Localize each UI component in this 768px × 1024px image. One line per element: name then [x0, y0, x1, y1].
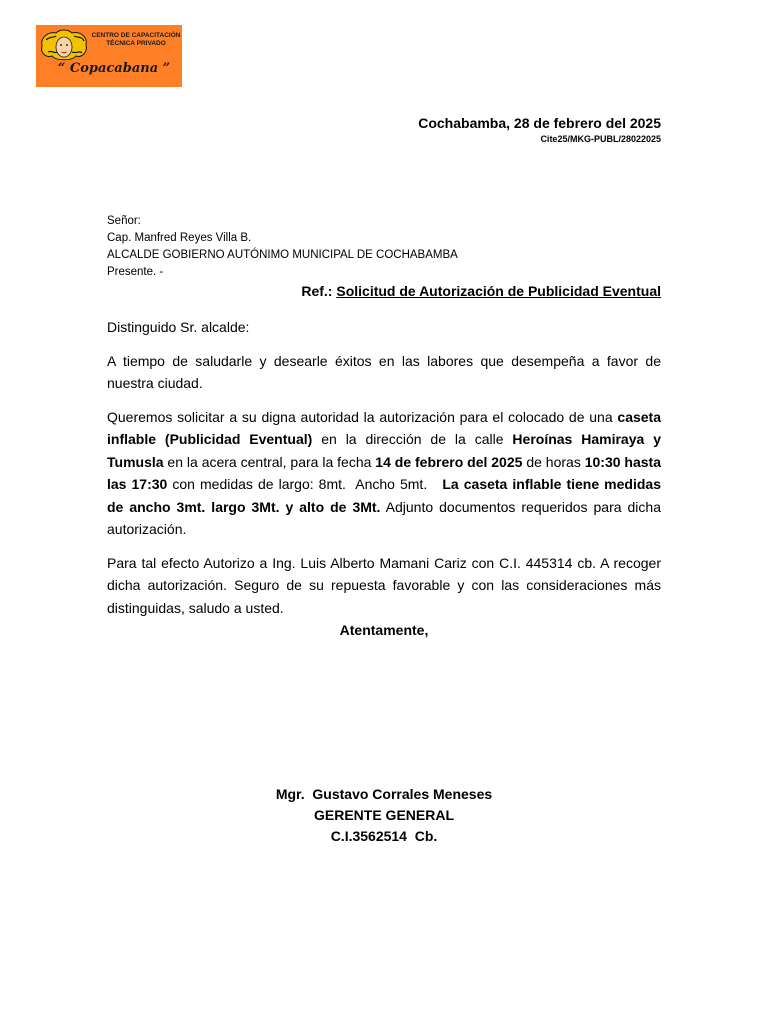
logo-line-1: CENTRO DE CAPACITACIÓN: [91, 32, 181, 39]
letter-body: [107, 316, 661, 630]
paragraph-2: [107, 406, 661, 541]
p2-text-4: de horas: [522, 453, 585, 470]
recipient-block: [107, 213, 458, 281]
signer-ci: C.I.3562514 Cb.: [330, 828, 438, 844]
logo-line-2: TÉCNICA PRIVADO: [106, 40, 166, 47]
recipient-title: ALCALDE GOBIERNO AUTÓNIMO MUNICIPAL DE COCHABAMBA: [107, 249, 458, 261]
letter-cite: Cite25/MKG-PUBL/28022025: [540, 134, 661, 144]
ref-subject: Solicitud de Autorización de Publicidad Eventual: [336, 283, 661, 299]
p2-text-1: Queremos solicitar a su digna autoridad la autorización para el colocado de una: [107, 408, 618, 425]
recipient-name: Cap. Manfred Reyes Villa B.: [107, 232, 252, 244]
closing: Atentamente,: [339, 622, 429, 638]
recipient-presente: Presente. -: [107, 266, 164, 278]
ref-label: Ref.:: [301, 283, 333, 299]
paragraph-1: A tiempo de saludarle y desearle éxitos en las labores que desempeña a favor de nuestra ciudad.: [107, 352, 661, 391]
reference-line: [301, 283, 661, 299]
company-logo: [36, 25, 182, 87]
signature-block: [0, 784, 768, 847]
paragraph-3: Para tal efecto Autorizo a Ing. Luis Alberto Mamani Cariz con C.I. 445314 cb. A recoger dicha autorización. Seguro de su repuesta favorable y con las consideraciones más distinguidas, saludo a usted.: [107, 554, 661, 616]
signer-name: Mgr. Gustavo Corrales Meneses: [275, 786, 493, 802]
signer-position: GERENTE GENERAL: [313, 807, 454, 823]
p2-bold-1: caseta inflable (Publicidad Eventual): [107, 408, 661, 447]
letter-date: Cochabamba, 28 de febrero del 2025: [418, 115, 661, 131]
greeting: Distinguido Sr. alcalde:: [107, 319, 250, 335]
p2-text-5: con medidas de largo: 8mt. Ancho 5mt.: [167, 476, 443, 492]
recipient-salutation: Señor:: [107, 215, 141, 227]
p2-bold-2: Heroínas Hamiraya y Tumusla: [107, 431, 661, 470]
p2-text-6: Adjunto documentos requeridos para dicha autorización.: [107, 498, 661, 537]
p2-bold-4: 10:30 hasta las 17:30: [107, 453, 661, 492]
logo-brand-name: “ Copacabana ”: [57, 61, 171, 76]
p2-bold-3: 14 de febrero del 2025: [375, 453, 523, 470]
p2-bold-5: La caseta inflable tiene medidas de ancho 3mt. largo 3Mt. y alto de 3Mt.: [107, 476, 661, 515]
face-emblem-icon: [38, 28, 90, 62]
p2-text-3: en la acera central, para la fecha: [163, 453, 376, 470]
p2-text-2: en la dirección de la calle: [312, 431, 513, 447]
